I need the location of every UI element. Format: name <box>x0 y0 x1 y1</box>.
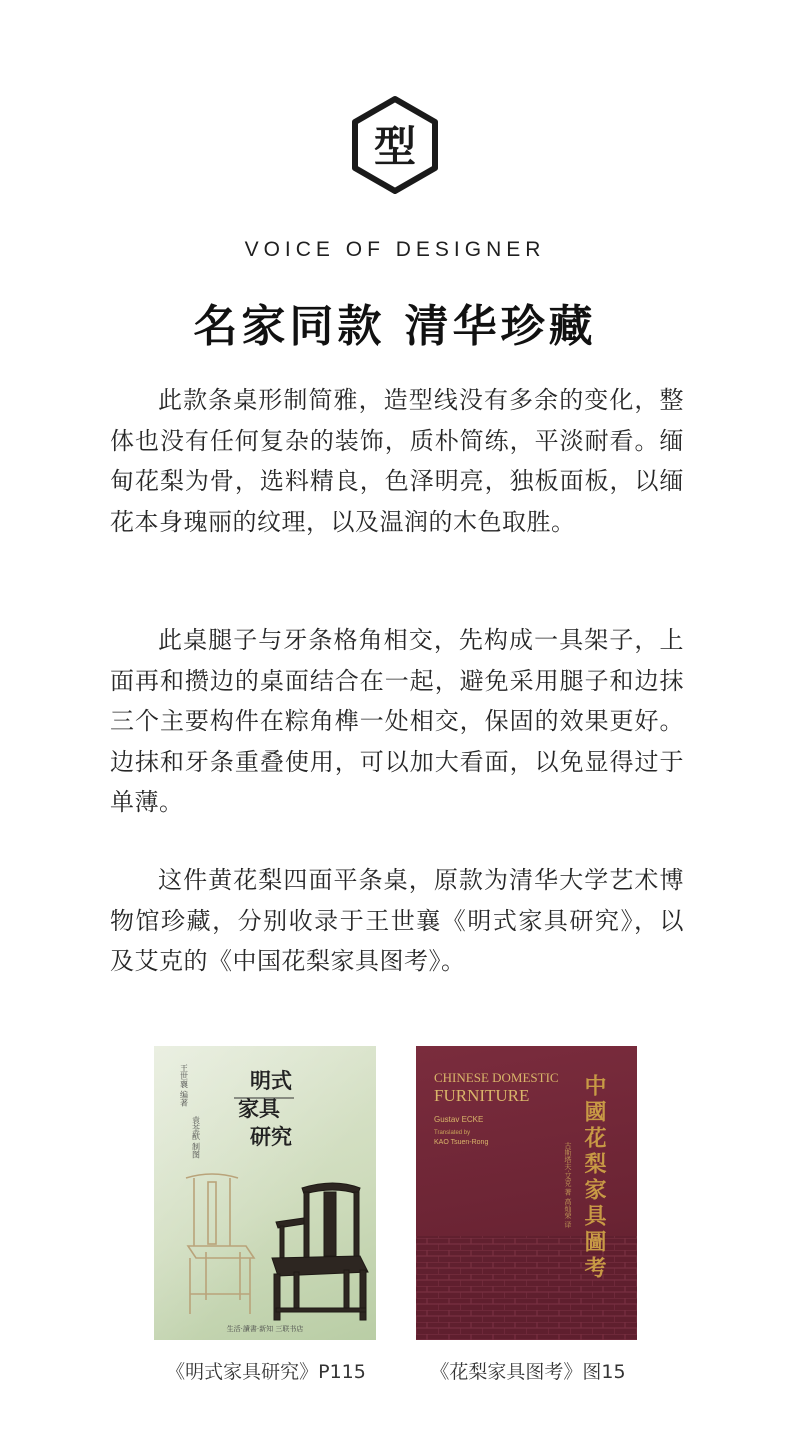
book1-caption: 《明式家具研究》P115 <box>166 1361 366 1383</box>
hexagon-logo-icon <box>350 95 440 195</box>
book2-vertical-title: 中國花梨家具圖考 <box>581 1074 607 1282</box>
book2-title-line-2: FURNITURE <box>434 1086 530 1105</box>
book-cover-ming-furniture <box>154 1046 376 1340</box>
book2-translator: KAO Tsuen-Rong <box>434 1139 489 1146</box>
book2-vertical-subtitle: 古斯塔夫·艾克 著 高灿荣 译 <box>564 1142 572 1228</box>
book-cover-chinese-domestic-furniture <box>416 1046 637 1340</box>
book2-caption: 《花梨家具图考》图15 <box>430 1361 626 1383</box>
book2-title-line-1: CHINESE DOMESTIC <box>434 1070 559 1085</box>
section-kicker: VOICE OF DESIGNER <box>244 238 546 261</box>
book1-title-line-1: 明式 <box>250 1069 292 1093</box>
book1-title-line-2: 家具 <box>238 1097 280 1121</box>
book2-author: Gustav ECKE <box>434 1115 484 1124</box>
book2-translated-by: Translated by <box>434 1130 471 1136</box>
book1-author: 王世襄 编著 <box>179 1064 189 1107</box>
book1-illustrator: 袁荃猷 制图 <box>191 1116 201 1159</box>
paragraph-1: 此款条桌形制简雅，造型线没有多余的变化，整体也没有任何复杂的装饰，质朴简练，平淡耐看。缅甸花梨为骨，选料精良，色泽明亮，独板面板，以缅花本身瑰丽的纹理，以及温润的木色取胜。 <box>110 386 684 536</box>
page-title: 名家同款 清华珍藏 <box>193 301 597 352</box>
logo-glyph: 型 <box>373 122 417 171</box>
book1-publisher: 生活·讀書·新知 三联书店 <box>226 1325 304 1333</box>
paragraph-2: 此桌腿子与牙条格角相交，先构成一具架子，上面再和攒边的桌面结合在一起，避免采用腿子和边抹三个主要构件在粽角榫一处相交，保固的效果更好。边抹和牙条重叠使用，可以加大看面，以免显得过于单薄。 <box>110 626 684 816</box>
book1-title-line-3: 研究 <box>250 1125 292 1149</box>
paragraph-3: 这件黄花梨四面平条桌，原款为清华大学艺术博物馆珍藏，分别收录于王世襄《明式家具研究》，以及艾克的《中国花梨家具图考》。 <box>110 866 684 975</box>
